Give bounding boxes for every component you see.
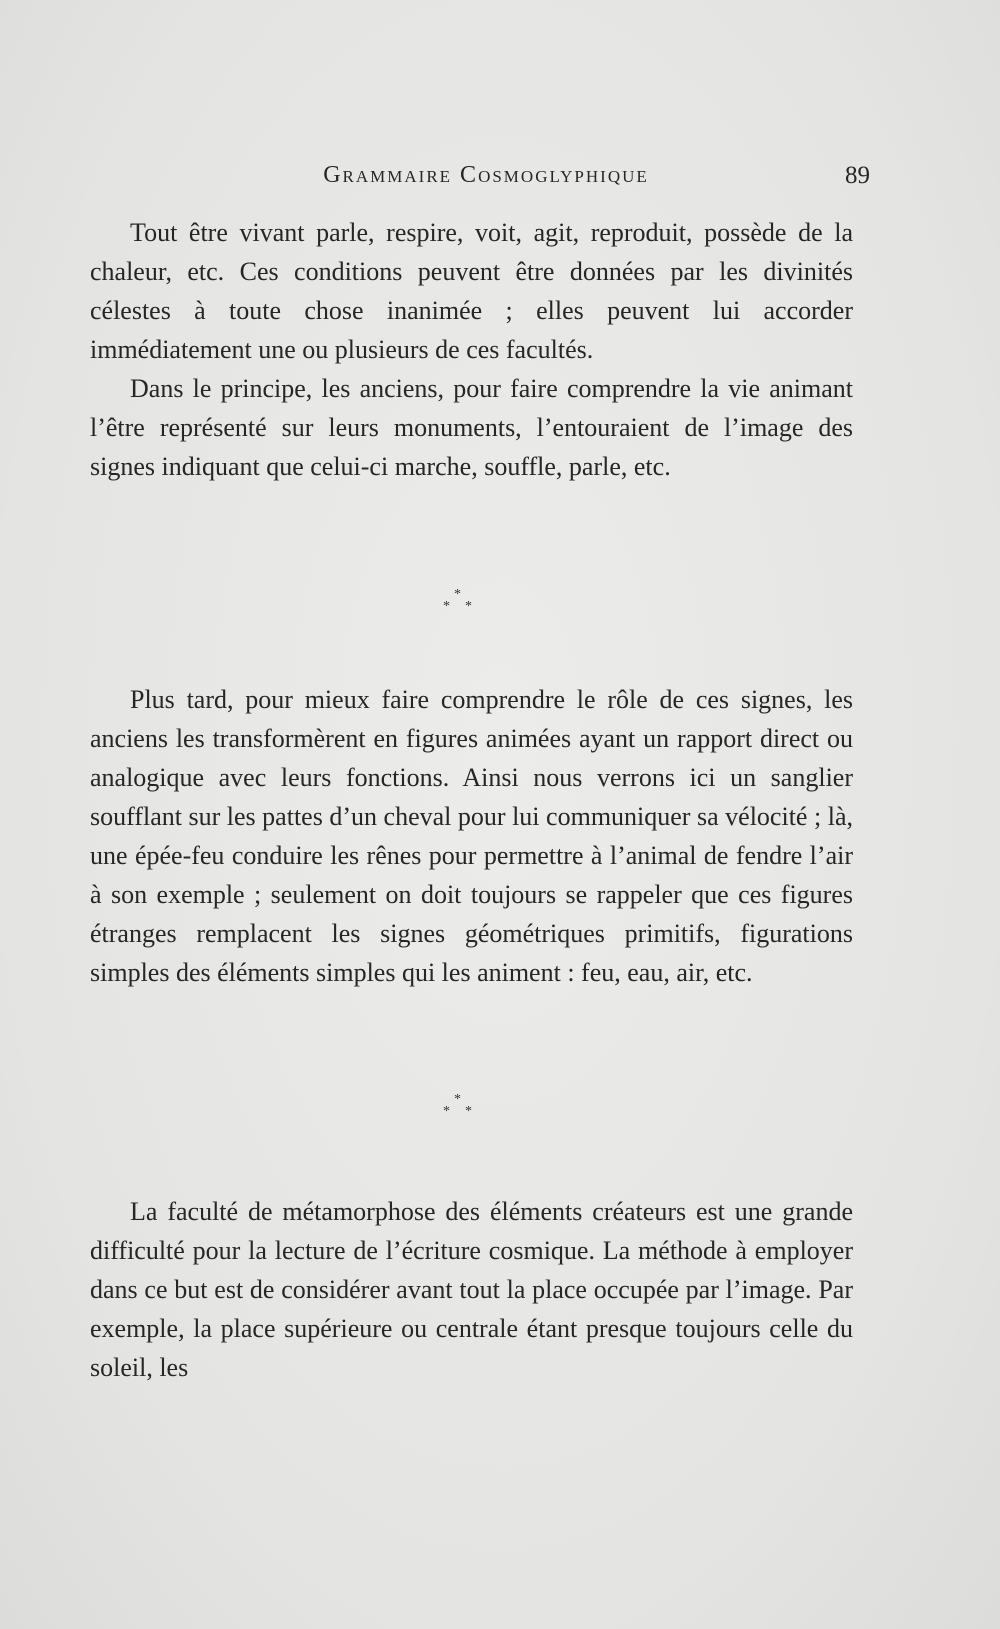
text-section-3 bbox=[90, 1192, 853, 1387]
asterism-star: * bbox=[454, 1092, 461, 1107]
asterism-divider bbox=[443, 1092, 503, 1122]
asterism-star: * bbox=[443, 1104, 450, 1119]
paragraph: Dans le principe, les anciens, pour faire comprendre la vie animant l’être représenté sur leurs monuments, l’entouraient de l’image des signes indiquant que celui-ci marche, souffle, parle, etc. bbox=[90, 374, 853, 481]
page-header bbox=[90, 162, 870, 202]
asterism-divider bbox=[443, 587, 503, 617]
text-section-2 bbox=[90, 680, 853, 992]
text-section-1 bbox=[90, 213, 853, 486]
paragraph: Tout être vivant parle, respire, voit, agit, reproduit, possède de la chaleur, etc. Ces conditions peuvent être données par les divinités célestes à toute chose inanimée ; elles peuvent lui accorder immédiatement une ou plusieurs de ces facultés. bbox=[90, 218, 853, 364]
asterism-star: * bbox=[465, 599, 472, 614]
asterism-star: * bbox=[454, 587, 461, 602]
running-title: Grammaire Cosmoglyphique bbox=[323, 162, 649, 188]
page-number: 89 bbox=[845, 162, 870, 189]
asterism-star: * bbox=[465, 1104, 472, 1119]
paragraph: La faculté de métamorphose des éléments créateurs est une grande difficulté pour la lecture de l’écriture cosmique. La méthode à employer dans ce but est de considérer avant tout la place occupée par l’image. Par exemple, la place supérieure ou centrale étant presque toujours celle du soleil, les bbox=[90, 1197, 853, 1382]
asterism-star: * bbox=[443, 599, 450, 614]
paragraph: Plus tard, pour mieux faire comprendre le rôle de ces signes, les anciens les transformèrent en figures animées ayant un rapport direct ou analogique avec leurs fonctions. Ainsi nous verrons ici un sanglier soufflant sur les pattes d’un cheval pour lui communiquer sa vélocité ; là, une épée-feu conduire les rênes pour permettre à l’animal de fendre l’air à son exemple ; seulement on doit toujours se rappeler que ces figures étranges remplacent les signes géométriques primitifs, figurations simples des éléments simples qui les animent : feu, eau, air, etc. bbox=[90, 685, 853, 987]
